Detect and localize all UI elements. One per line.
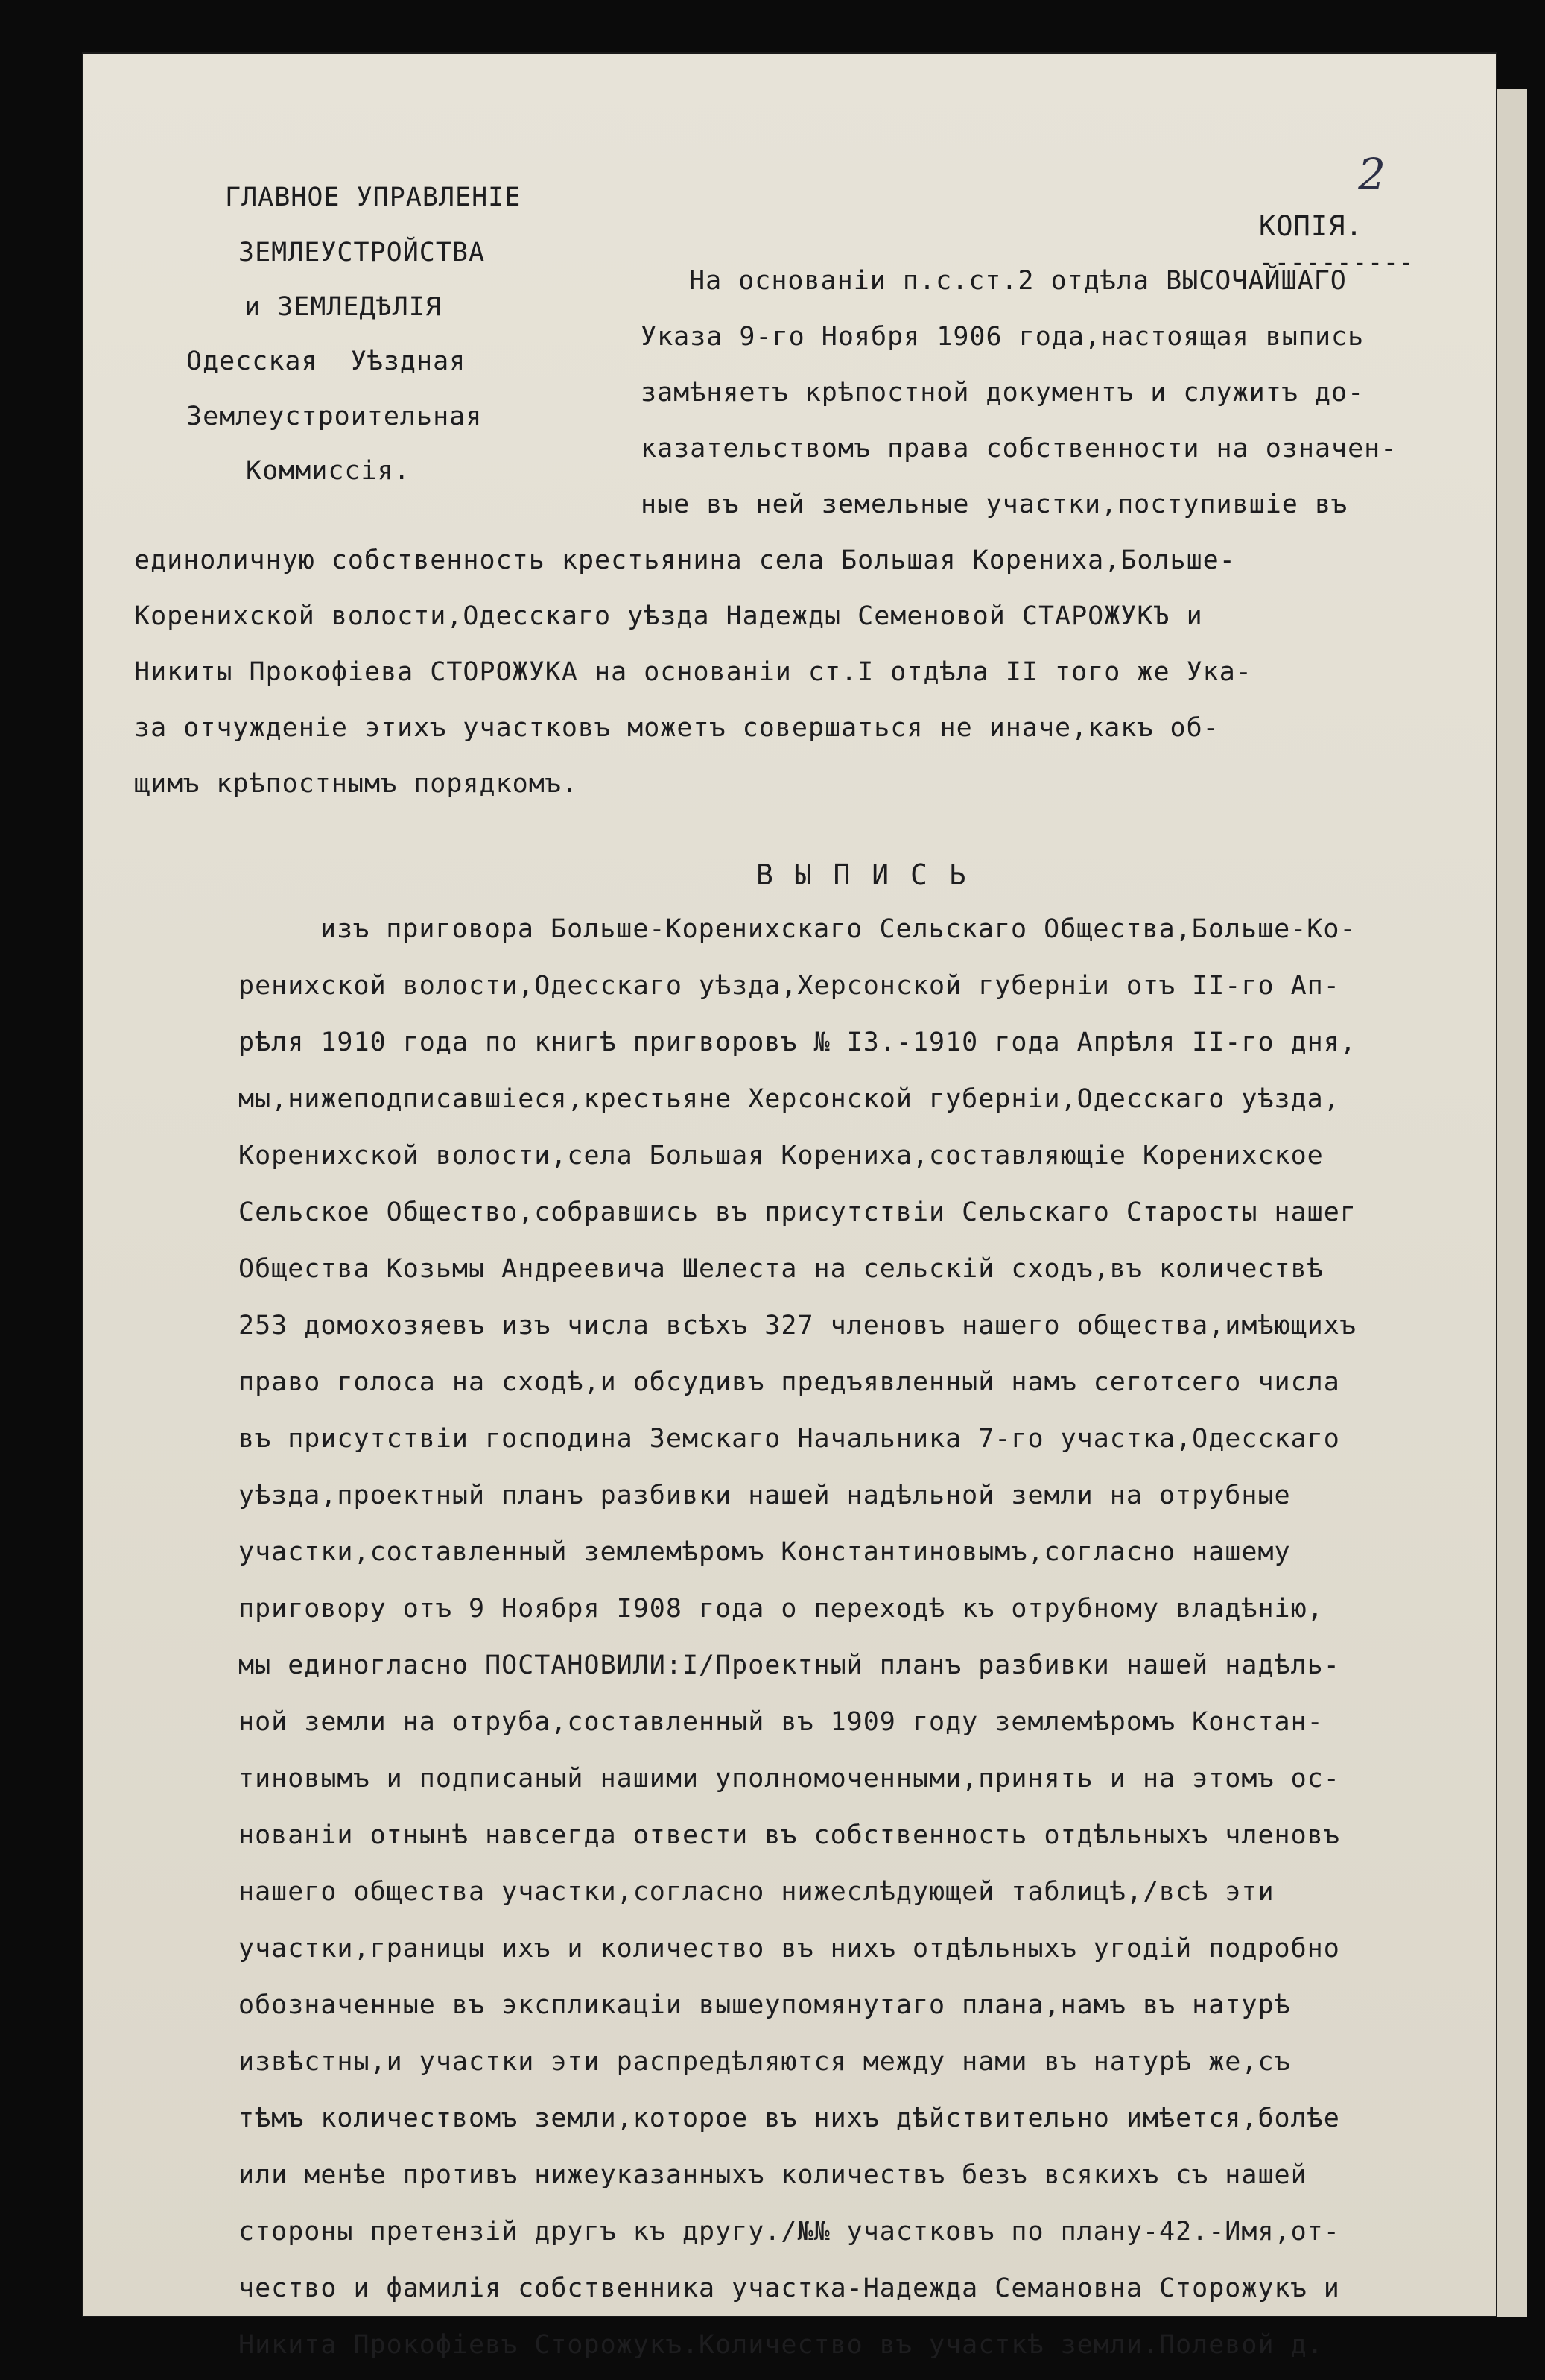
preamble-line: казательствомъ права собственности на означен- — [641, 434, 1398, 463]
body-line: обозначенные въ экспликаціи вышеупомянутаго плана,намъ въ натурѣ — [238, 1990, 1291, 2020]
body-line: извѣстны,и участки эти распредѣляются между нами въ натурѣ же,съ — [238, 2047, 1291, 2077]
preamble-line: ные въ ней земельные участки,поступившіе въ — [641, 490, 1348, 519]
preamble-line: Указа 9-го Ноября 1906 года,настоящая выпись — [641, 322, 1365, 352]
body-line: ной земли на отруба,составленный въ 1909 году землемѣромъ Констан- — [238, 1707, 1324, 1737]
body-line: участки,составленный землемѣромъ Константиновымъ,согласно нашему — [238, 1537, 1291, 1567]
heading-line: Коммиссія. — [246, 456, 410, 486]
copy-underline: ---------- — [1259, 247, 1415, 276]
body-line: тиновымъ и подписаный нашими уполномоченными,принять и на этомъ ос- — [238, 1764, 1340, 1794]
body-line: мы,нижеподписавшіеся,крестьяне Херсонской губерніи,Одесскаго уѣзда, — [238, 1084, 1340, 1114]
copy-label: КОПІЯ. — [1259, 210, 1363, 242]
body-line: Никита Прокофіевъ Сторожукъ.Количество въ участкѣ земли.Полевой д. — [238, 2330, 1324, 2360]
preamble-line: замѣняетъ крѣпостной документъ и служитъ до- — [641, 378, 1365, 408]
preamble-line: Никиты Прокофіева СТОРОЖУКА на основаніи ст.I отдѣла II того же Ука- — [134, 657, 1252, 687]
document-title: В Ы П И С Ь — [756, 858, 968, 891]
body-line: уѣзда,проектный планъ разбивки нашей надѣльной земли на отрубные — [238, 1481, 1291, 1510]
body-line: изъ приговора Больше-Коренихскаго Сельскаго Общества,Больше-Ко- — [320, 914, 1357, 944]
heading-line: ГЛАВНОЕ УПРАВЛЕНІЕ — [225, 183, 521, 212]
body-line: ренихской волости,Одесскаго уѣзда,Херсонской губерніи отъ II-го Ап- — [238, 971, 1340, 1001]
body-line: въ присутствіи господина Земскаго Начальника 7-го участка,Одесскаго — [238, 1424, 1340, 1454]
body-line: Общества Козьмы Андреевича Шелеста на сельскій сходъ,въ количествѣ — [238, 1254, 1324, 1284]
heading-line: и ЗЕМЛЕДѢЛІЯ — [244, 292, 442, 322]
body-line: рѣля 1910 года по книгѣ пригворовъ № I3.-1910 года Апрѣля II-го дня, — [238, 1028, 1357, 1057]
body-line: приговору отъ 9 Ноября I908 года о переходѣ къ отрубному владѣнію, — [238, 1594, 1324, 1624]
body-line: участки,границы ихъ и количество въ нихъ отдѣльныхъ угодій подробно — [238, 1934, 1340, 1963]
body-line: мы единогласно ПОСТАНОВИЛИ:I/Проектный планъ разбивки нашей надѣль- — [238, 1651, 1340, 1680]
body-line: чество и фамилія собственника участка-Надежда Семановна Сторожукъ и — [238, 2273, 1340, 2303]
body-line: нашего общества участки,согласно нижеслѣдующей таблицѣ,/всѣ эти — [238, 1877, 1275, 1907]
preamble-line: щимъ крѣпостнымъ порядкомъ. — [134, 769, 578, 799]
body-line: стороны претензій другъ къ другу./№№ участковъ по плану-42.-Имя,от- — [238, 2217, 1340, 2247]
preamble-line: единоличную собственность крестьянина села Большая Корениха,Больше- — [134, 545, 1236, 575]
document-page — [82, 52, 1497, 2360]
body-line: или менѣе противъ нижеуказанныхъ количествъ безъ всякихъ съ нашей — [238, 2160, 1307, 2190]
body-line: 253 домохозяевъ изъ числа всѣхъ 327 членовъ нашего общества,имѣющихъ — [238, 1311, 1357, 1341]
heading-line: Одесская Уѣздная — [186, 346, 466, 376]
heading-line: ЗЕМЛЕУСТРОЙСТВА — [238, 238, 486, 268]
body-line: Сельское Общество,собравшись въ присутствіи Сельскаго Старосты нашег — [238, 1197, 1357, 1227]
body-line: тѣмъ количествомъ земли,которое въ нихъ дѣйствительно имѣется,болѣе — [238, 2104, 1340, 2133]
heading-line: Землеустроительная — [186, 402, 483, 431]
body-line: Коренихской волости,села Большая Корениха,составляющіе Коренихское — [238, 1141, 1324, 1171]
preamble-line: На основаніи п.с.ст.2 отдѣла ВЫСОЧАЙШАГО — [689, 266, 1347, 296]
preamble-line: Коренихской волости,Одесскаго уѣзда Надежды Семеновой СТАРОЖУКЪ и — [134, 601, 1203, 631]
body-line: право голоса на сходѣ,и обсудивъ предъявленный намъ сеготсего числа — [238, 1367, 1340, 1397]
preamble-line: за отчужденіе этихъ участковъ можетъ совершаться не иначе,какъ об- — [134, 713, 1219, 743]
page-number: 2 — [1358, 149, 1386, 200]
body-line: нованіи отнынѣ навсегда отвести въ собственность отдѣльныхъ членовъ — [238, 1820, 1340, 1850]
